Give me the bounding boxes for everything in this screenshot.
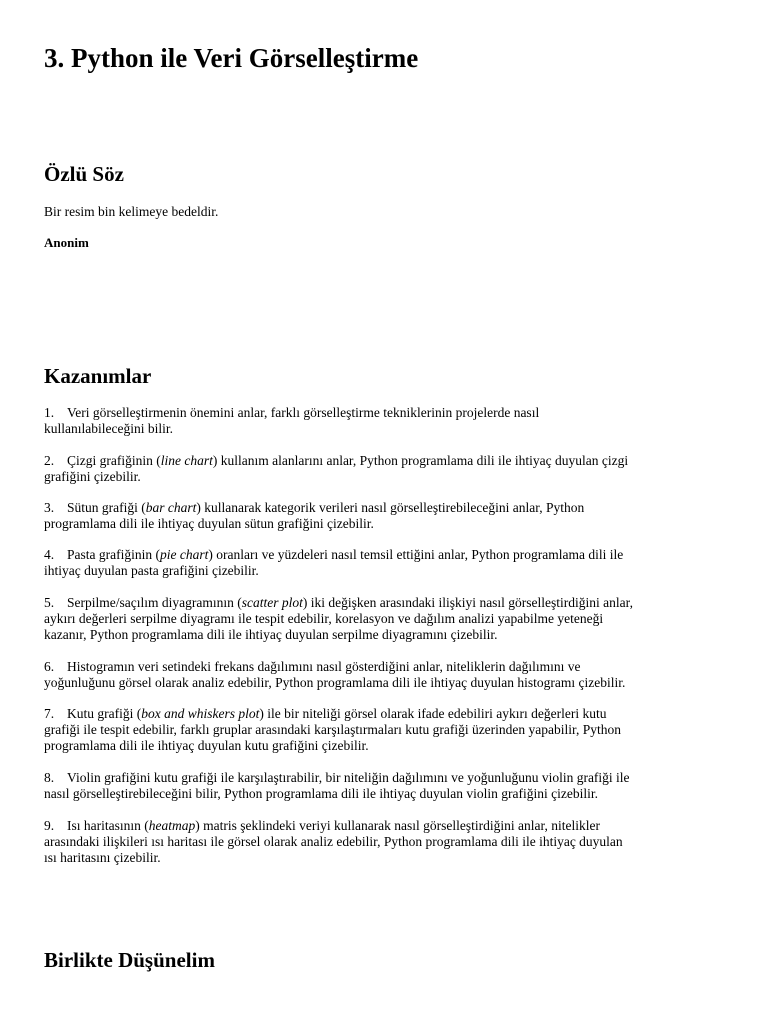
outcome-line [44, 563, 724, 579]
outcome-line [44, 722, 724, 738]
outcome-line [44, 738, 724, 754]
outcome-line [44, 627, 724, 643]
outcome-line [44, 516, 724, 532]
outcome-text: Sütun grafiği ( [67, 500, 146, 515]
chapter-title: 3. Python ile Veri Görselleştirme [44, 43, 419, 73]
outcome-text: Çizgi grafiğinin ( [67, 453, 161, 468]
outcome-item [44, 770, 724, 802]
outcome-term-italic: box and whiskers plot [141, 706, 260, 721]
outcome-number: 9. [44, 818, 55, 833]
outcome-item [44, 595, 724, 643]
outcome-number: 1. [44, 405, 55, 420]
outcome-term-italic: line chart [160, 453, 213, 468]
outcomes-section-heading: Kazanımlar [44, 364, 152, 388]
outcome-number: 2. [44, 453, 55, 468]
outcome-text: Violin grafiğini kutu grafiği ile karşılaştırabilir, bir niteliğin dağılımını ve yoğunluğunu violin grafiği ile [67, 770, 630, 785]
outcome-text: ) iki değişken arasındaki ilişkiyi nasıl görselleştirdiğini anlar, [302, 595, 633, 610]
quote-section-heading: Özlü Söz [44, 162, 124, 186]
outcome-term-italic: heatmap [148, 818, 196, 833]
outcome-line [44, 500, 724, 516]
outcome-text: Veri görselleştirmenin önemini anlar, farklı görselleştirme tekniklerinin projelerde nasıl [67, 405, 540, 420]
outcome-text: kazanır, Python programlama dili ile ihtiyaç duyulan serpilme diyagramını çizebilir. [44, 627, 498, 642]
outcome-term-italic: bar chart [145, 500, 197, 515]
outcome-line [44, 834, 724, 850]
quote-text: Bir resim bin kelimeye bedeldir. [44, 204, 219, 219]
outcome-item [44, 547, 724, 579]
outcome-text: arasındaki ilişkileri ısı haritası ile görsel olarak analiz edebilir, Python programlama dili ile ihtiyaç duyulan [44, 834, 623, 849]
outcome-text: grafiği ile tespit edebilir, farklı gruplar arasındaki karşılaştırmaları kutu grafiği üzerinden yapabilir, Python [44, 722, 621, 737]
outcome-text: ) kullanım alanlarını anlar, Python programlama dili ile ihtiyaç duyulan çizgi [212, 453, 629, 468]
outcome-line [44, 706, 724, 722]
outcome-line [44, 547, 724, 563]
outcome-number: 3. [44, 500, 55, 515]
outcome-text: ihtiyaç duyulan pasta grafiğini çizebilir. [44, 563, 259, 578]
outcome-item [44, 818, 724, 866]
outcome-term-italic: pie chart [159, 547, 209, 562]
outcome-text: Histogramın veri setindeki frekans dağılımını nasıl gösterdiğini anlar, niteliklerin dağılımını ve [67, 659, 581, 674]
outcome-line [44, 786, 724, 802]
outcome-text: yoğunluğunu görsel olarak analiz edebilir, Python programlama dili ile ihtiyaç duyulan histogramı çizebilir. [44, 675, 626, 690]
outcome-item [44, 659, 724, 691]
outcome-line [44, 405, 724, 421]
outcome-line [44, 421, 724, 437]
outcome-line [44, 595, 724, 611]
outcome-number: 8. [44, 770, 55, 785]
outcome-text: programlama dili ile ihtiyaç duyulan sütun grafiğini çizebilir. [44, 516, 374, 531]
outcome-term-italic: scatter plot [241, 595, 303, 610]
outcome-line [44, 675, 724, 691]
outcome-text: ) oranları ve yüzdeleri nasıl temsil ettiğini anlar, Python programlama dili ile [208, 547, 624, 562]
outcome-text: kullanılabileceğini bilir. [44, 421, 173, 436]
outcome-text: Kutu grafiği ( [67, 706, 142, 721]
outcome-item [44, 453, 724, 485]
outcome-text: nasıl görselleştirebileceğini bilir, Python programlama dili ile ihtiyaç duyulan violin grafiğini çizebilir. [44, 786, 598, 801]
outcome-text: Pasta grafiğinin ( [67, 547, 160, 562]
outcome-line [44, 818, 724, 834]
outcome-text: ) matris şeklindeki veriyi kullanarak nasıl görselleştirdiğini anlar, nitelikler [195, 818, 600, 833]
outcome-text: Serpilme/saçılım diyagramının ( [67, 595, 242, 610]
outcome-line [44, 611, 724, 627]
outcome-line [44, 850, 724, 866]
outcome-number: 7. [44, 706, 55, 721]
outcome-line [44, 770, 724, 786]
outcome-number: 4. [44, 547, 55, 562]
outcome-line [44, 469, 724, 485]
outcome-number: 6. [44, 659, 55, 674]
outcome-text: ) kullanarak kategorik verileri nasıl görselleştirebileceğini anlar, Python [196, 500, 585, 515]
outcome-line [44, 659, 724, 675]
outcome-item [44, 500, 724, 532]
outcome-text: ısı haritasını çizebilir. [44, 850, 161, 865]
outcome-text: Isı haritasının ( [67, 818, 149, 833]
outcome-line [44, 453, 724, 469]
outcome-text: programlama dili ile ihtiyaç duyulan kutu grafiğini çizebilir. [44, 738, 369, 753]
outcome-number: 5. [44, 595, 55, 610]
outcome-item [44, 706, 724, 754]
quote-author: Anonim [44, 235, 89, 250]
outcome-text: grafiğini çizebilir. [44, 469, 141, 484]
outcome-item [44, 405, 724, 437]
outcome-text: ) ile bir niteliği görsel olarak ifade edebiliri aykırı değerleri kutu [259, 706, 607, 721]
think-together-heading: Birlikte Düşünelim [44, 948, 215, 972]
outcome-text: aykırı değerleri serpilme diyagramı ile tespit edebilir, korelasyon ve dağılım analizi yapabilme yeteneği [44, 611, 604, 626]
